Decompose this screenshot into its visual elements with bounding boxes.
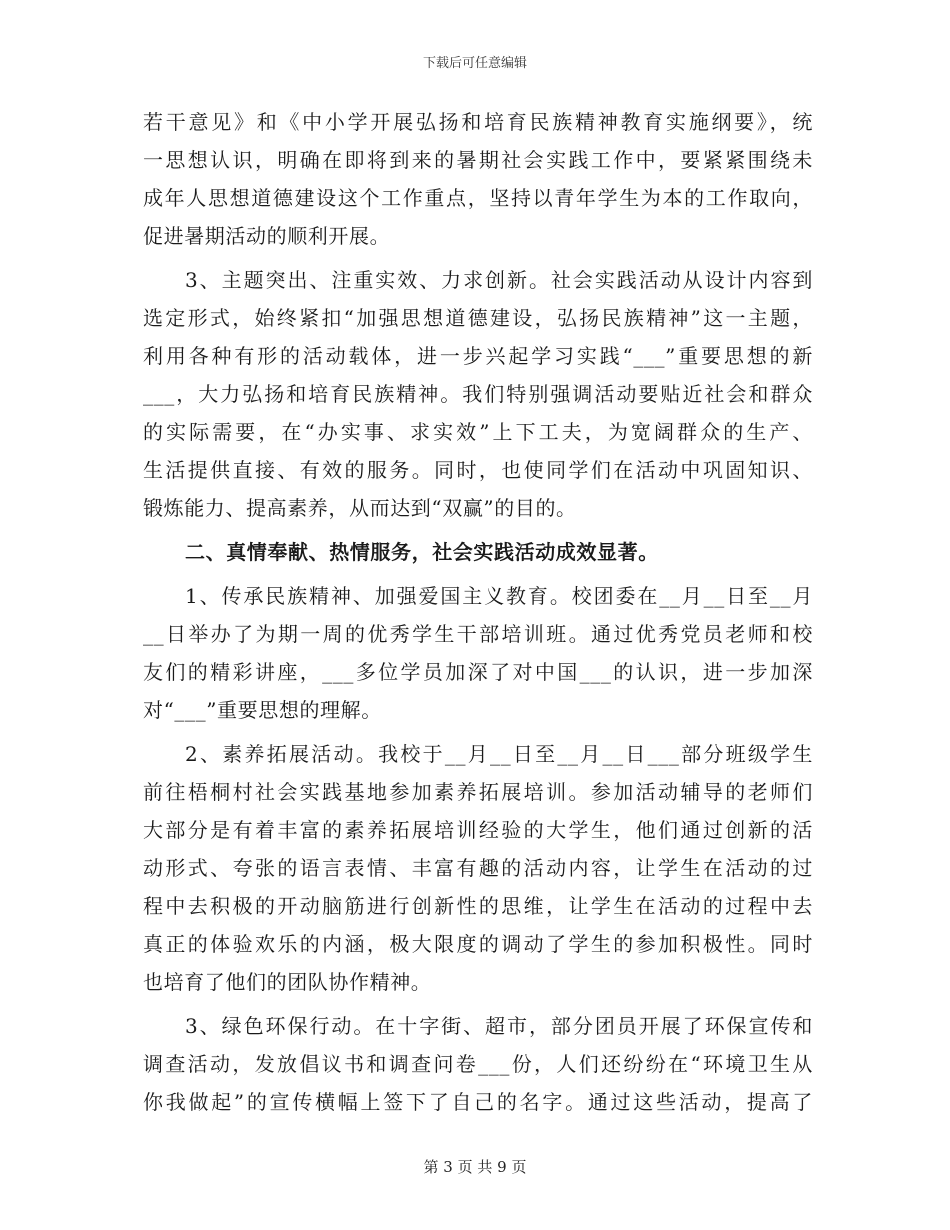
paragraph [143,1007,813,1121]
paragraph [143,261,813,527]
text-line: 3、绿色环保行动。在十字街、超市，部分团员开展了环保宣传和 [185,1014,813,1038]
text-line: ___，大力弘扬和培育民族精神。我们特别强调活动要贴近社会和群众 [143,382,813,406]
paragraph [143,103,813,255]
text-line: 的实际需要，在“办实事、求实效”上下工夫，为宽阔群众的生产、 [143,420,813,444]
text-line: 选定形式，始终紧扣“加强思想道德建设，弘扬民族精神”这一主题， [143,306,813,330]
text-line: 利用各种有形的活动载体，进一步兴起学习实践“___”重要思想的新 [143,344,813,368]
paragraph [143,735,813,1001]
text-line: 2、素养拓展活动。我校于__月__日至__月__日___部分班级学生 [185,742,813,766]
text-line: 生活提供直接、有效的服务。同时，也使同学们在活动中巩固知识、 [143,458,813,482]
section-heading: 二、真情奉献、热情服务，社会实践活动成效显著。 [185,540,659,564]
text-line: 若干意见》和《中小学开展弘扬和培育民族精神教育实施纲要》，统 [143,110,813,134]
paragraph [143,577,813,729]
text-line: 友们的精彩讲座，___多位学员加深了对中国___的认识，进一步加深 [143,660,813,684]
text-line: 锻炼能力、提高素养，从而达到“双赢”的目的。 [143,496,577,520]
text-line: 3、主题突出、注重实效、力求创新。社会实践活动从设计内容到 [185,268,813,292]
text-line: 动形式、夸张的语言表情、丰富有趣的活动内容，让学生在活动的过 [143,856,813,880]
page-number-footer: 第 3 页 共 9 页 [423,1158,527,1176]
document-body [143,103,813,1121]
text-line: 一思想认识，明确在即将到来的暑期社会实践工作中，要紧紧围绕未 [143,148,813,172]
text-line: 调查活动，发放倡议书和调查问卷___份，人们还纷纷在“环境卫生从 [143,1052,813,1076]
text-line: 促进暑期活动的顺利开展。 [143,224,391,248]
text-line: __日举办了为期一周的优秀学生干部培训班。通过优秀党员老师和校 [143,622,813,646]
text-line: 1、传承民族精神、加强爱国主义教育。校团委在__月__日至__月 [185,584,813,608]
text-line: 程中去积极的开动脑筋进行创新性的思维，让学生在活动的过程中去 [143,894,813,918]
text-line: 成年人思想道德建设这个工作重点，坚持以青年学生为本的工作取向， [143,186,813,210]
text-line: 真正的体验欢乐的内涵，极大限度的调动了学生的参加积极性。同时 [143,932,813,956]
text-line: 大部分是有着丰富的素养拓展培训经验的大学生，他们通过创新的活 [143,818,813,842]
text-line: 前往梧桐村社会实践基地参加素养拓展培训。参加活动辅导的老师们 [143,780,813,804]
text-line: 对“___”重要思想的理解。 [143,698,382,722]
text-line: 你我做起”的宣传横幅上签下了自己的名字。通过这些活动，提高了 [143,1090,813,1114]
page-header-note: 下载后可任意编辑 [422,56,527,71]
text-line: 也培育了他们的团队协作精神。 [143,970,432,994]
